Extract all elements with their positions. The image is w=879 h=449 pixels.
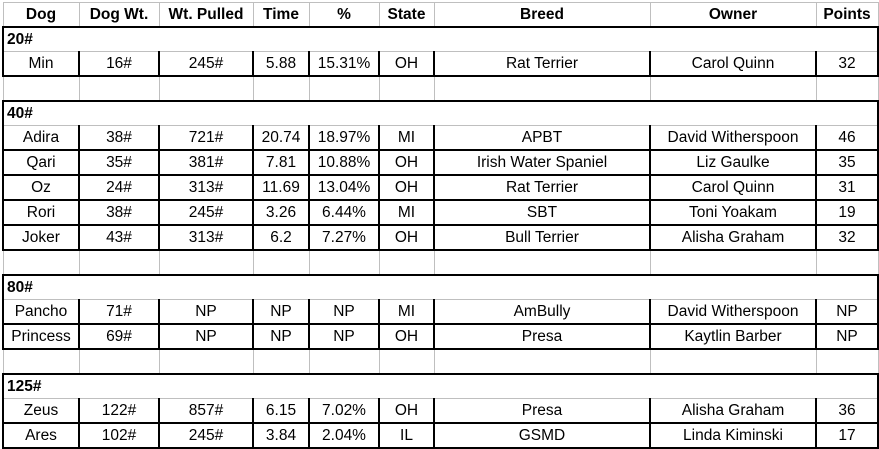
breed-cell: APBT [434,126,650,151]
breed-cell: SBT [434,200,650,225]
empty-cell [650,76,816,101]
breed-cell: Presa [434,324,650,349]
time-cell: 5.88 [253,52,309,77]
owner-cell: Liz Gaulke [650,150,816,175]
empty-cell [816,76,878,101]
empty-cell [253,349,309,374]
percent-cell: 13.04% [309,175,379,200]
dog-weight-cell: 38# [79,126,159,151]
breed-cell: Irish Water Spaniel [434,150,650,175]
empty-cell [434,250,650,275]
owner-cell: Carol Quinn [650,175,816,200]
dog-name-cell: Ares [3,423,79,448]
dog-weight-cell: 69# [79,324,159,349]
spacer-row [3,349,878,374]
results-body [3,27,878,448]
breed-cell: Rat Terrier [434,52,650,77]
percent-cell: 15.31% [309,52,379,77]
empty-cell [79,76,159,101]
empty-cell [3,250,79,275]
dog-weight-cell: 102# [79,423,159,448]
percent-cell: 2.04% [309,423,379,448]
weight-class-header [3,27,878,52]
dog-weight-cell: 122# [79,399,159,424]
dog-weight-cell: 43# [79,225,159,250]
empty-cell [79,349,159,374]
points-cell: 32 [816,225,878,250]
weight-pulled-cell: NP [159,324,253,349]
state-cell: OH [379,52,434,77]
spacer-row [3,250,878,275]
owner-cell: David Witherspoon [650,126,816,151]
points-cell: NP [816,324,878,349]
empty-cell [816,349,878,374]
points-cell: NP [816,300,878,325]
dog-name-cell: Princess [3,324,79,349]
percent-cell: 10.88% [309,150,379,175]
column-header-dog-weight: Dog Wt. [79,3,159,28]
points-cell: 19 [816,200,878,225]
table-row [3,175,878,200]
table-row [3,126,878,151]
time-cell: 6.2 [253,225,309,250]
table-row [3,300,878,325]
weight-pulled-cell: 245# [159,52,253,77]
column-header-weight-pulled: Wt. Pulled [159,3,253,28]
percent-cell: 6.44% [309,200,379,225]
dog-name-cell: Min [3,52,79,77]
table-row [3,225,878,250]
column-header-state: State [379,3,434,28]
state-cell: IL [379,423,434,448]
empty-cell [159,76,253,101]
time-cell: 3.26 [253,200,309,225]
percent-cell: 18.97% [309,126,379,151]
header-row [3,3,878,28]
dog-name-cell: Qari [3,150,79,175]
points-cell: 46 [816,126,878,151]
dog-name-cell: Joker [3,225,79,250]
points-cell: 32 [816,52,878,77]
percent-cell: NP [309,300,379,325]
weight-pulled-cell: 381# [159,150,253,175]
state-cell: OH [379,399,434,424]
empty-cell [159,250,253,275]
owner-cell: David Witherspoon [650,300,816,325]
owner-cell: Toni Yoakam [650,200,816,225]
dog-weight-cell: 35# [79,150,159,175]
dog-name-cell: Rori [3,200,79,225]
column-header-breed: Breed [434,3,650,28]
empty-cell [379,250,434,275]
state-cell: MI [379,300,434,325]
table-row [3,423,878,448]
empty-cell [253,76,309,101]
points-cell: 35 [816,150,878,175]
state-cell: MI [379,200,434,225]
time-cell: 20.74 [253,126,309,151]
points-cell: 31 [816,175,878,200]
dog-name-cell: Pancho [3,300,79,325]
empty-cell [3,76,79,101]
state-cell: MI [379,126,434,151]
time-cell: 3.84 [253,423,309,448]
percent-cell: 7.02% [309,399,379,424]
results-table [2,2,879,449]
dog-weight-cell: 71# [79,300,159,325]
table-row [3,52,878,77]
column-header-owner: Owner [650,3,816,28]
time-cell: 6.15 [253,399,309,424]
weight-class-label: 20# [3,27,878,52]
weight-pulled-cell: 313# [159,225,253,250]
time-cell: 11.69 [253,175,309,200]
weight-pulled-cell: 245# [159,200,253,225]
empty-cell [434,349,650,374]
column-header-dog: Dog [3,3,79,28]
dog-weight-cell: 38# [79,200,159,225]
empty-cell [816,250,878,275]
column-header-time: Time [253,3,309,28]
column-header-percent: % [309,3,379,28]
empty-cell [3,349,79,374]
weight-pulled-cell: NP [159,300,253,325]
empty-cell [79,250,159,275]
breed-cell: AmBully [434,300,650,325]
time-cell: 7.81 [253,150,309,175]
weight-class-header [3,275,878,300]
state-cell: OH [379,324,434,349]
state-cell: OH [379,175,434,200]
table-row [3,399,878,424]
points-cell: 36 [816,399,878,424]
column-header-points: Points [816,3,878,28]
empty-cell [379,76,434,101]
time-cell: NP [253,324,309,349]
owner-cell: Alisha Graham [650,399,816,424]
breed-cell: GSMD [434,423,650,448]
weight-class-header [3,374,878,399]
empty-cell [309,349,379,374]
weight-class-label: 125# [3,374,878,399]
breed-cell: Bull Terrier [434,225,650,250]
percent-cell: NP [309,324,379,349]
empty-cell [434,76,650,101]
weight-pulled-cell: 313# [159,175,253,200]
dog-weight-cell: 24# [79,175,159,200]
owner-cell: Alisha Graham [650,225,816,250]
table-row [3,200,878,225]
empty-cell [379,349,434,374]
state-cell: OH [379,225,434,250]
empty-cell [650,349,816,374]
weight-class-label: 80# [3,275,878,300]
dog-name-cell: Zeus [3,399,79,424]
empty-cell [159,349,253,374]
dog-weight-cell: 16# [79,52,159,77]
owner-cell: Kaytlin Barber [650,324,816,349]
dog-name-cell: Adira [3,126,79,151]
breed-cell: Rat Terrier [434,175,650,200]
state-cell: OH [379,150,434,175]
points-cell: 17 [816,423,878,448]
weight-pulled-cell: 721# [159,126,253,151]
time-cell: NP [253,300,309,325]
weight-pulled-cell: 857# [159,399,253,424]
empty-cell [309,250,379,275]
table-row [3,150,878,175]
weight-class-header [3,101,878,126]
empty-cell [309,76,379,101]
empty-cell [650,250,816,275]
percent-cell: 7.27% [309,225,379,250]
dog-name-cell: Oz [3,175,79,200]
spacer-row [3,76,878,101]
weight-pulled-cell: 245# [159,423,253,448]
empty-cell [253,250,309,275]
breed-cell: Presa [434,399,650,424]
owner-cell: Linda Kiminski [650,423,816,448]
owner-cell: Carol Quinn [650,52,816,77]
table-row [3,324,878,349]
weight-class-label: 40# [3,101,878,126]
